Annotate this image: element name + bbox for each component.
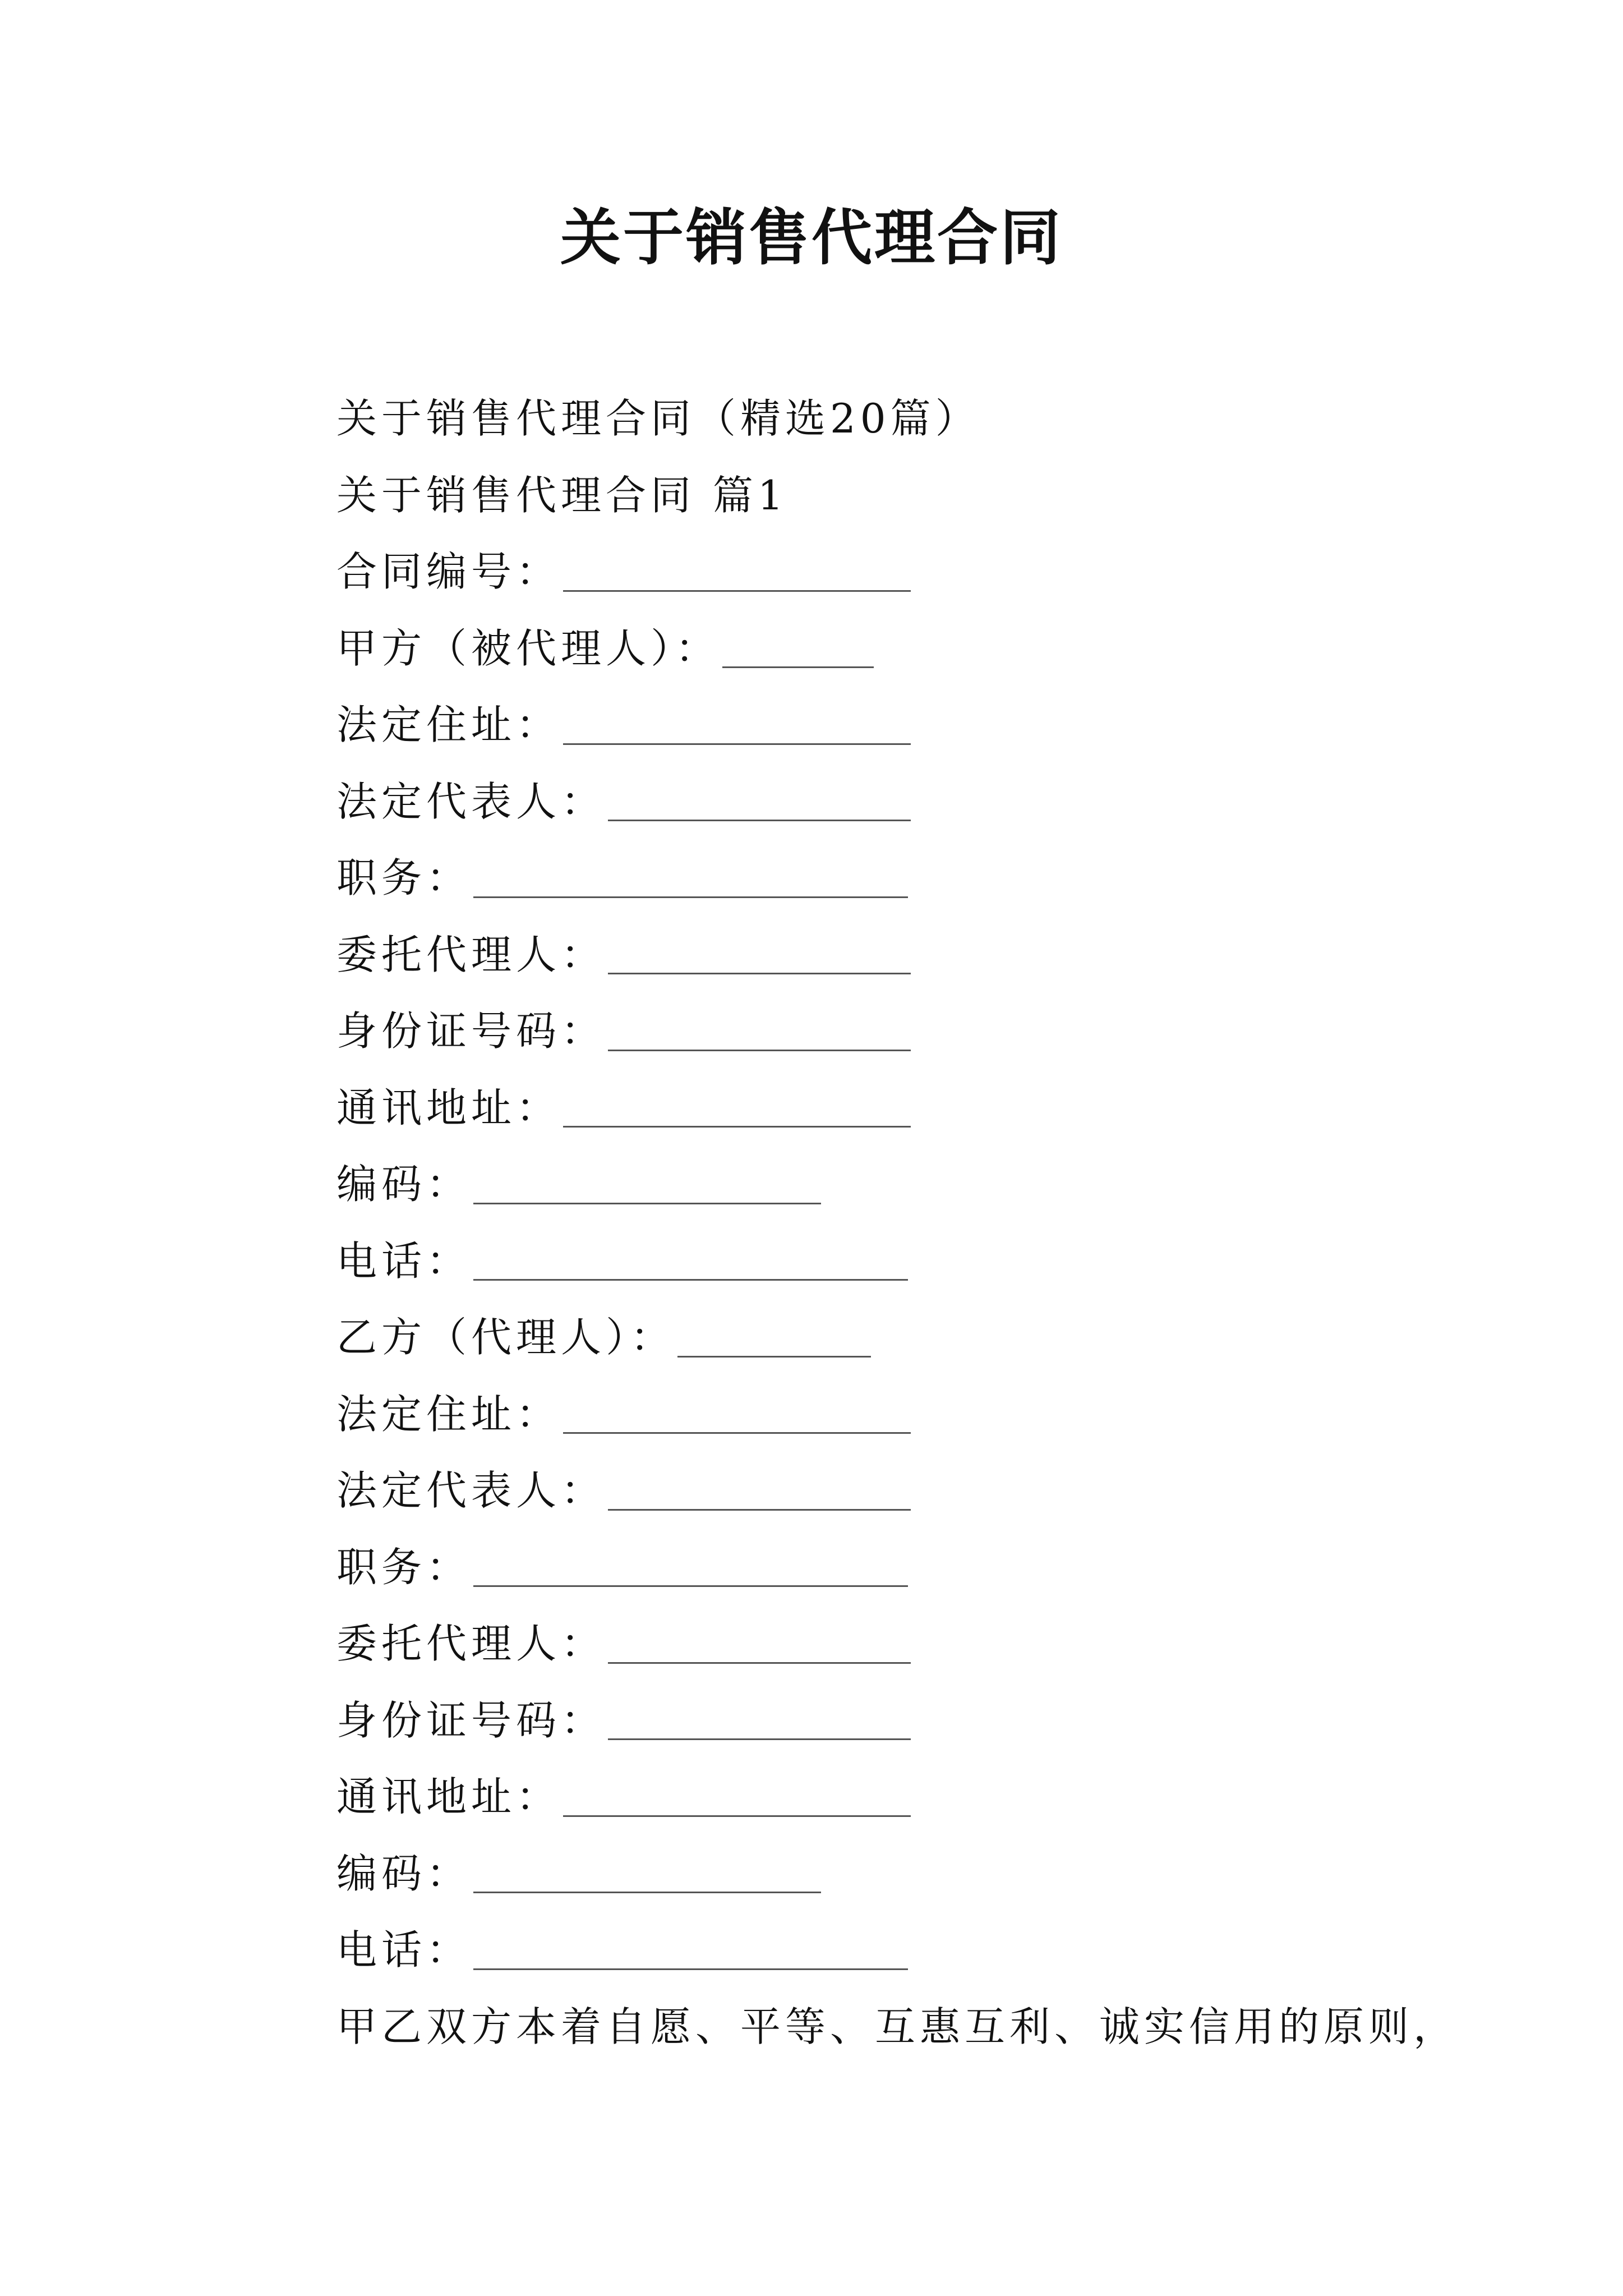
party-a-title-row <box>336 836 1447 913</box>
party-b-mail-label: 通讯地址： <box>336 1773 561 1821</box>
party-a-rep-row <box>336 760 1447 837</box>
closing-paragraph: 甲乙双方本着自愿、平等、互惠互利、诚实信用的原则， <box>336 2003 1459 2050</box>
party-b-postcode-blank <box>473 1860 821 1893</box>
section-heading-line <box>336 454 1447 531</box>
party-a-agent-row <box>336 913 1447 990</box>
party-b-postcode-label: 编码： <box>336 1849 472 1897</box>
party-a-id-row <box>336 990 1447 1066</box>
party-a-title-label: 职务： <box>336 854 472 902</box>
document-subtitle: 关于销售代理合同（精选20篇） <box>336 395 980 443</box>
party-b-id-row <box>336 1679 1447 1756</box>
party-b-rep-label: 法定代表人： <box>336 1467 606 1515</box>
document-body <box>336 377 1459 2062</box>
party-a-agent-blank <box>608 941 911 974</box>
party-a-mail-row <box>336 1066 1447 1143</box>
party-b-name-blank <box>677 1324 871 1358</box>
contract-number-row <box>336 530 1447 607</box>
party-b-title-blank <box>473 1554 908 1587</box>
party-a-agent-label: 委托代理人： <box>336 931 606 978</box>
closing-paragraph-line <box>336 1985 1459 2062</box>
party-a-id-label: 身份证号码： <box>336 1007 606 1055</box>
party-a-heading: 甲方（被代理人）： <box>336 624 721 672</box>
party-a-rep-blank <box>608 788 911 821</box>
party-b-title-label: 职务： <box>336 1543 472 1591</box>
party-a-phone-label: 电话： <box>336 1237 472 1285</box>
party-b-address-label: 法定住址： <box>336 1390 561 1438</box>
party-b-mail-row <box>336 1755 1447 1832</box>
subtitle-line <box>336 377 1447 454</box>
party-b-phone-label: 电话： <box>336 1926 472 1974</box>
party-a-title-blank <box>473 865 908 898</box>
party-b-title-row <box>336 1526 1447 1603</box>
party-a-phone-row <box>336 1220 1447 1296</box>
party-b-address-row <box>336 1373 1447 1450</box>
party-b-heading-row <box>336 1296 1447 1373</box>
party-a-address-blank <box>563 712 911 745</box>
document-title: 关于销售代理合同 <box>560 203 1063 273</box>
party-b-postcode-row <box>336 1832 1447 1909</box>
party-b-agent-blank <box>608 1631 911 1664</box>
party-b-rep-row <box>336 1449 1447 1526</box>
party-a-phone-blank <box>473 1248 908 1281</box>
party-a-address-label: 法定住址： <box>336 701 561 749</box>
party-b-id-blank <box>608 1707 911 1740</box>
party-a-id-blank <box>608 1018 911 1051</box>
party-b-agent-row <box>336 1602 1447 1679</box>
party-b-id-label: 身份证号码： <box>336 1696 606 1744</box>
party-b-agent-label: 委托代理人： <box>336 1620 606 1668</box>
party-b-phone-row <box>336 1908 1447 1985</box>
party-a-address-row <box>336 683 1447 760</box>
party-b-address-blank <box>563 1401 911 1434</box>
party-a-postcode-label: 编码： <box>336 1161 472 1208</box>
party-a-mail-label: 通讯地址： <box>336 1084 561 1131</box>
party-a-heading-row <box>336 607 1447 684</box>
party-a-postcode-blank <box>473 1171 821 1204</box>
party-b-rep-blank <box>608 1478 911 1511</box>
contract-number-label: 合同编号： <box>336 548 561 596</box>
party-a-name-blank <box>722 635 874 668</box>
contract-number-blank <box>563 559 911 592</box>
party-b-heading: 乙方（代理人）： <box>336 1314 676 1361</box>
party-b-phone-blank <box>473 1937 908 1970</box>
party-a-mail-blank <box>563 1094 911 1128</box>
party-a-postcode-row <box>336 1143 1447 1220</box>
party-b-mail-blank <box>563 1784 911 1817</box>
party-a-rep-label: 法定代表人： <box>336 777 606 825</box>
section-heading: 关于销售代理合同 篇1 <box>336 471 788 519</box>
